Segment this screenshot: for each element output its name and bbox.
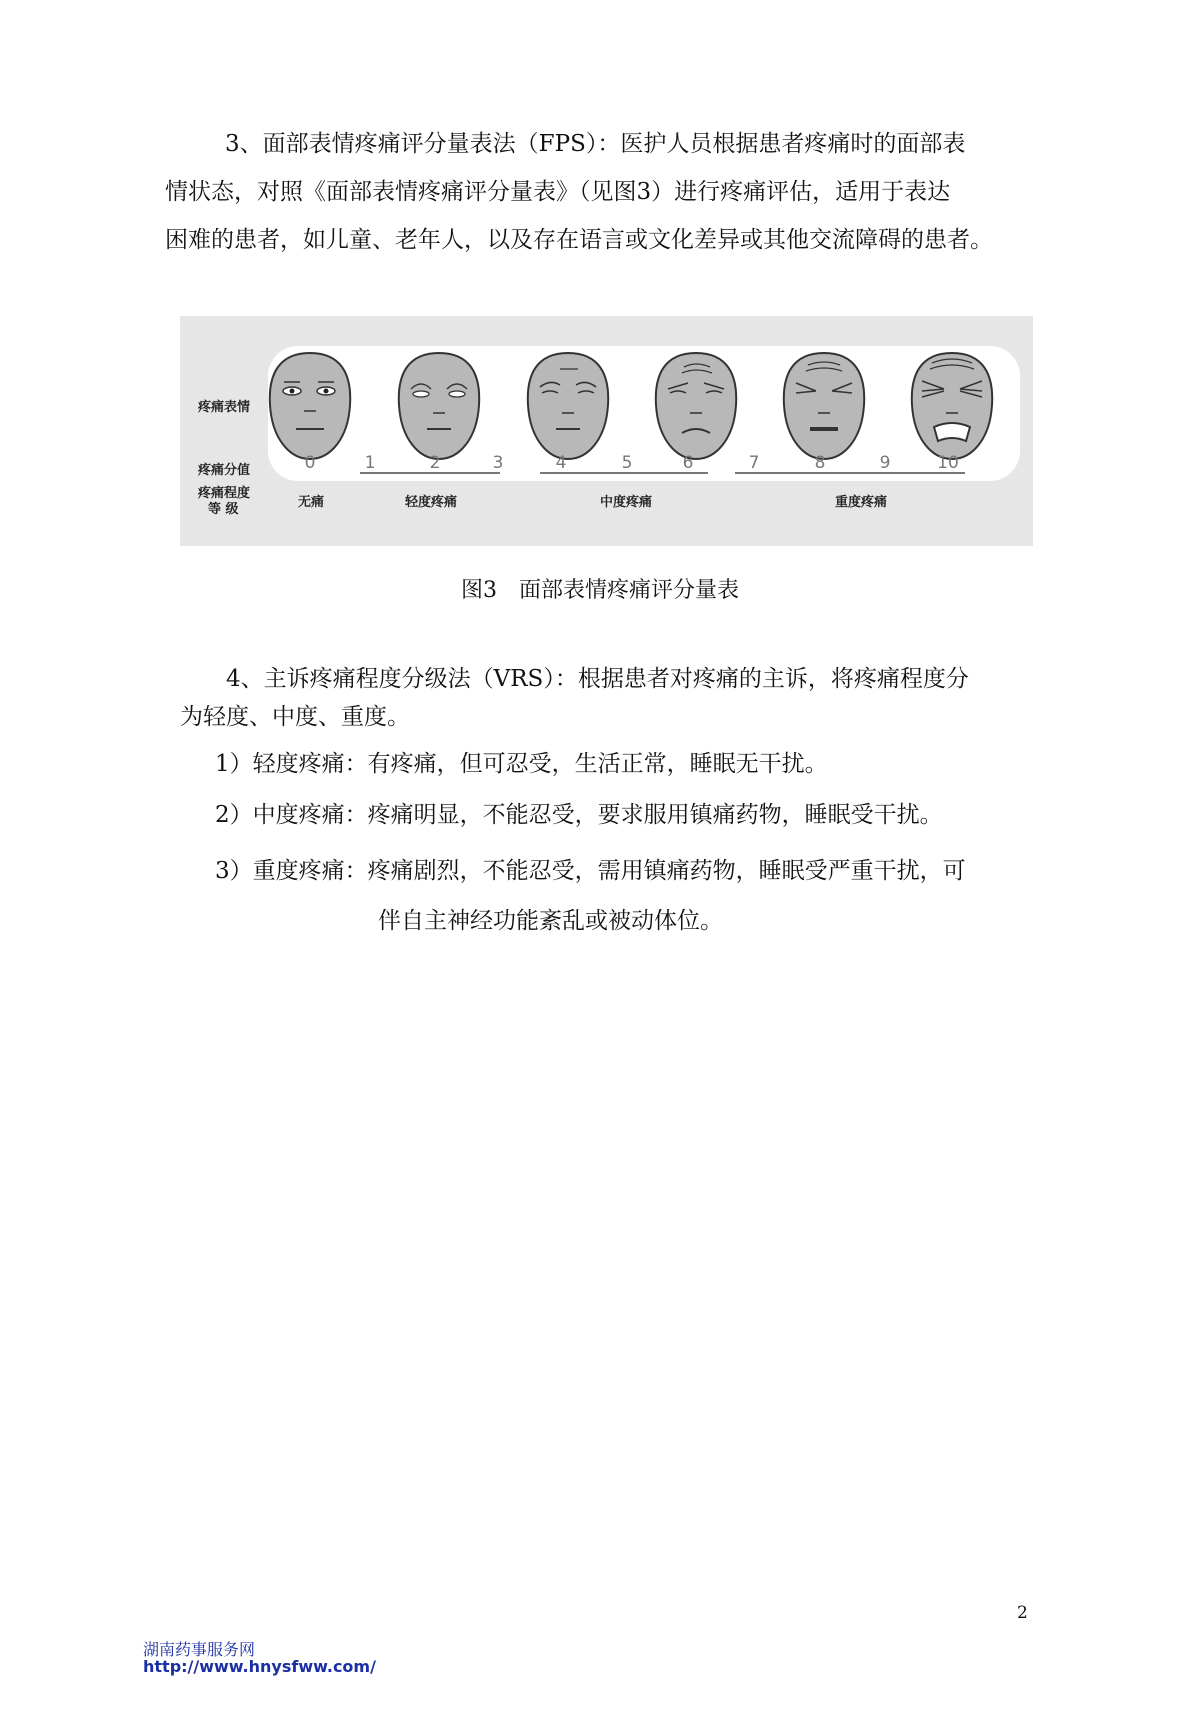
face-8-icon	[778, 349, 870, 463]
figure-caption: 图3 面部表情疼痛评分量表	[461, 578, 739, 603]
face-6-icon	[650, 349, 742, 463]
level-severe: 重度疼痛	[835, 495, 888, 510]
vrs-item-severe: 3）重度疼痛：疼痛剧烈，不能忍受，需用镇痛药物，睡眠受严重干扰，可	[215, 858, 966, 884]
vrs-item-moderate: 2）中度疼痛：疼痛明显，不能忍受，要求服用镇痛药物，睡眠受干扰。	[215, 802, 943, 828]
fps-line-1: 3、面部表情疼痛评分量表法（FPS）：医护人员根据患者疼痛时的面部表	[225, 131, 966, 157]
mild-range-line	[360, 472, 500, 474]
fps-line-3: 困难的患者，如儿童、老年人，以及存在语言或文化差异或其他交流障碍的患者。	[165, 227, 993, 253]
face-4-icon	[522, 349, 614, 463]
fps-line-2: 情状态，对照《面部表情疼痛评分量表》（见图3）进行疼痛评估，适用于表达	[165, 179, 951, 205]
vrs-paragraph	[180, 660, 1035, 736]
score-4: 4	[555, 453, 567, 473]
score-6: 6	[682, 453, 694, 473]
score-3: 3	[492, 453, 504, 473]
severe-range-line	[735, 472, 965, 474]
score-8: 8	[814, 453, 826, 473]
face-10-icon	[906, 349, 998, 463]
footer-url-link[interactable]: http://www.hnysfww.com/	[143, 1657, 376, 1676]
level-moderate: 中度疼痛	[600, 495, 653, 510]
moderate-range-line	[540, 472, 708, 474]
vrs-item-mild: 1）轻度疼痛：有疼痛，但可忍受，生活正常，睡眠无干扰。	[215, 751, 828, 777]
vrs-line-1: 4、主诉疼痛程度分级法（VRS）：根据患者对疼痛的主诉，将疼痛程度分	[226, 666, 969, 692]
score-1: 1	[364, 453, 376, 473]
level-mild: 轻度疼痛	[405, 495, 458, 510]
score-9: 9	[879, 453, 891, 473]
level-none: 无痛	[298, 495, 325, 510]
score-0: 0	[304, 453, 316, 473]
face-0-icon	[264, 349, 356, 463]
score-5: 5	[621, 453, 633, 473]
score-7: 7	[748, 453, 760, 473]
score-2: 2	[429, 453, 441, 473]
footer-site-name: 湖南药事服务网	[143, 1640, 256, 1659]
fps-paragraph	[165, 120, 1035, 264]
score-row-label: 疼痛分值	[198, 463, 251, 478]
score-10: 10	[937, 453, 959, 473]
vrs-item-severe-cont: 伴自主神经功能紊乱或被动体位。	[378, 908, 723, 934]
grade-row-label: 疼痛程度 等 级	[198, 486, 251, 517]
page-number: 2	[1017, 1603, 1028, 1623]
pain-scale-figure	[180, 316, 1033, 546]
vrs-line-2: 为轻度、中度、重度。	[180, 704, 410, 730]
face-2-icon	[393, 349, 485, 463]
expression-row-label: 疼痛表情	[198, 400, 251, 415]
